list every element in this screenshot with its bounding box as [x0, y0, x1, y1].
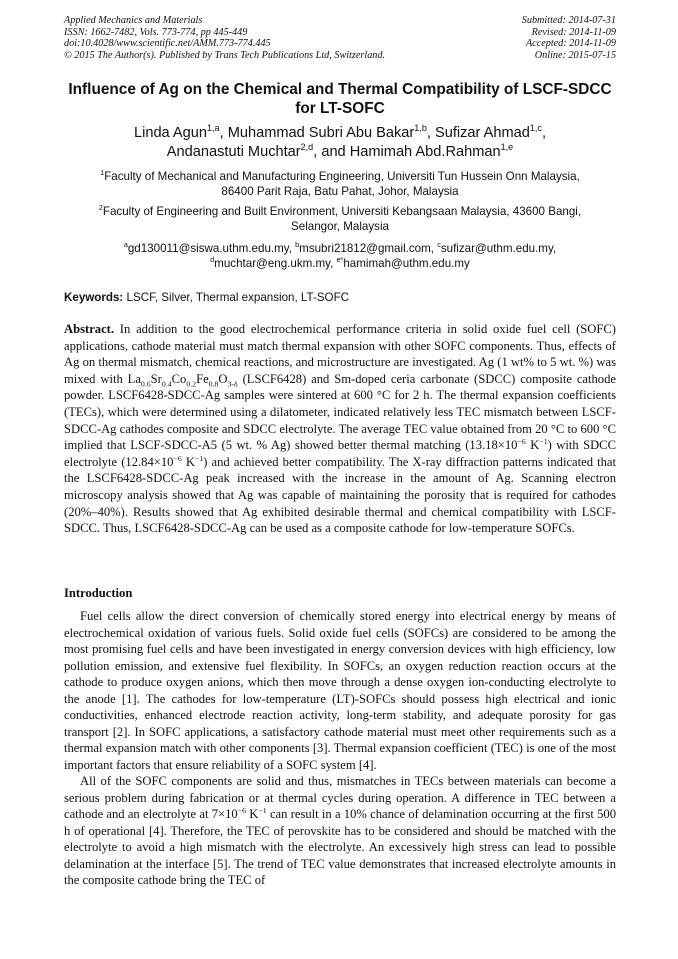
revised-date: Revised: 2014-11-09	[531, 26, 616, 38]
email-link[interactable]: hamimah@uthm.edu.my	[343, 257, 470, 270]
journal-name: Applied Mechanics and Materials	[64, 15, 203, 26]
author-name: Sufizar Ahmad	[434, 125, 530, 141]
author-name: Andanastuti Muchtar	[166, 144, 301, 160]
author-affil: 1,a	[207, 123, 220, 134]
paragraph: All of the SOFC components are solid and thus, mismatches in TECs between materials can become a serious problem during fabrication or at thermal cycles during operation. A difference in TEC between a cathode and an electrolyte at $7\times 10^{-6}$ $K^{-1}$ can result in a 10% chance of delamination occurring at the first 500 h of operational [4]. Therefore, the TEC of perovskite has to be considered and should be matched with the electrolyte to avoid a high mismatch with the electrolyte. An excessively high stress can lead to possible delamination at the interface [5]. The trend of TEC value demonstrates that increased electrolyte amounts in the composite cathode bring the TEC of	[64, 774, 616, 887]
author-list: Linda Agun$^{1,a}$, Muhammad Subri Abu Bakar$^{1,b}$, Sufizar Ahmad$^{1,c}$, Andanastuti Muchtar$^{2,d}$, and Hamimah Abd.Rahman$^{1,e}$	[133, 123, 547, 160]
keywords-label: Keywords:	[64, 291, 124, 304]
author-name: Linda Agun	[133, 125, 208, 141]
copyright: © 2015 The Author(s). Published by Trans Tech Publications Ltd, Switzerland.	[64, 49, 386, 61]
email-link[interactable]: sufizar@uthm.edu.my	[440, 242, 553, 255]
keywords	[64, 290, 616, 305]
issn: ISSN: 1662-7482, Vols. 773-774, pp 445-449	[64, 26, 248, 38]
abstract: Abstract. In addition to the good electrochemical performance criteria in solid oxide fuel cell (SOFC) applications, cathode material must match thermal expansion with other SOFC components. Thus, effects of Ag on thermal mismatch, chemical reactions, and microstructure are investigated. Ag (1 wt% to 5 wt. %) was mixed with $La_{0.6}Sr_{0.4}Co_{0.2}Fe_{0.8}O_{3-\delta}$ (LSCF6428) and Sm-doped ceria carbonate (SDCC) composite cathode powder. LSCF6428-SDCC-Ag samples were sintered at 600 °C for 2 h. The thermal expansion coefficients (TECs), which were determined using a dilatometer, indicated relatively less TEC mismatch between LSCF-SDCC-Ag cathodes composite and SDCC electrolyte. The average TEC value obtained from 20 °C to 600 °C implied that LSCF-SDCC-A5 (5 wt. % Ag) showed better thermal matching ($13.18\times 10^{-6}$ $K^{-1}$) with SDCC electrolyte ($12.84\times 10^{-6}$ $K^{-1}$) and achieved better compatibility. The X-ray diffraction patterns indicated that the LSCF6428-SDCC-Ag peak increased with the increase in the amount of Ag. Scanning electron microscopy analysis showed that Ag was capable of maintaining the porosity that is required for cathodes (20%–40%). Results showed that Ag exhibited desirable thermal and chemical compatibility with LSCF-SDCC. Thus, LSCF6428-SDCC-Ag can be used as a composite cathode for low-temperature SOFCs.	[64, 322, 616, 536]
author-affil: 1,e	[500, 142, 514, 153]
accepted-date: Accepted: 2014-11-09	[525, 38, 616, 50]
author-affil: 2,d	[300, 142, 314, 153]
header-right	[522, 15, 616, 61]
online-date: Online: 2015-07-15	[534, 49, 616, 61]
abstract-label: Abstract.	[64, 322, 115, 336]
header-left	[64, 15, 444, 61]
email-link[interactable]: muchtar@eng.ukm.my	[214, 257, 331, 270]
paper-title: Influence of Ag on the Chemical and Thermal Compatibility of LSCF-SDCC for LT-SOFC	[68, 81, 612, 117]
author-affil: 1,c	[529, 123, 542, 134]
email-link[interactable]: gd130011@siswa.uthm.edu.my	[127, 242, 289, 255]
author-affil: 1,b	[414, 123, 427, 134]
author-emails: $^a$gd130011@siswa.uthm.edu.my, $^b$msubri21812@gmail.com, $^c$sufizar@uthm.edu.my, $^d$muchtar@eng.ukm.my, $^{e*}$hamimah@uthm.edu.my	[123, 240, 557, 270]
email-link[interactable]: msubri21812@gmail.com	[299, 242, 431, 255]
paragraph: Fuel cells allow the direct conversion of chemically stored energy into electrical energy by means of electrochemical oxidation of various fuels. Solid oxide fuel cells (SOFCs) are considered to be among the most promising fuel cells and have been investigated in energy conversion devices with high efficiency, low pollution emission, and extensive fuel flexibility. In SOFCs, an oxygen reduction reaction occurs at the cathode to produce oxygen anions, which then move through a dense oxygen ion-conducting electrolyte to the anode [1]. The cathodes for low-temperature (LT)-SOFCs should possess high electrical and ionic conductivities, enhanced electrode reaction activity, long-term stability, and adequate porosity for gas transport [2]. In SOFC applications, a satisfactory cathode material must meet other requirements such as a thermal expansion match with other components [3]. Thermal expansion coefficient (TEC) is one of the most important factors that ensure reliability of a SOFC system [4].	[64, 609, 616, 772]
keywords-text: LSCF, Silver, Thermal expansion, LT-SOFC	[126, 291, 350, 304]
doi: doi:10.4028/www.scientific.net/AMM.773-774.445	[64, 38, 271, 50]
affiliation-2: $^2$Faculty of Engineering and Built Environment, Universiti Kebangsaan Malaysia, 43600 Bangi, Selangor, Malaysia	[98, 203, 582, 233]
author-name: Hamimah Abd.Rahman	[349, 144, 501, 160]
author-name: Muhammad Subri Abu Bakar	[227, 125, 415, 141]
section-heading-introduction: Introduction	[64, 586, 133, 600]
introduction-body	[64, 608, 616, 889]
submitted-date: Submitted: 2014-07-31	[521, 15, 616, 26]
affiliation-1: $^1$Faculty of Mechanical and Manufacturing Engineering, Universiti Tun Hussein Onn Malaysia, 86400 Parit Raja, Batu Pahat, Johor, Malaysia	[100, 168, 580, 198]
